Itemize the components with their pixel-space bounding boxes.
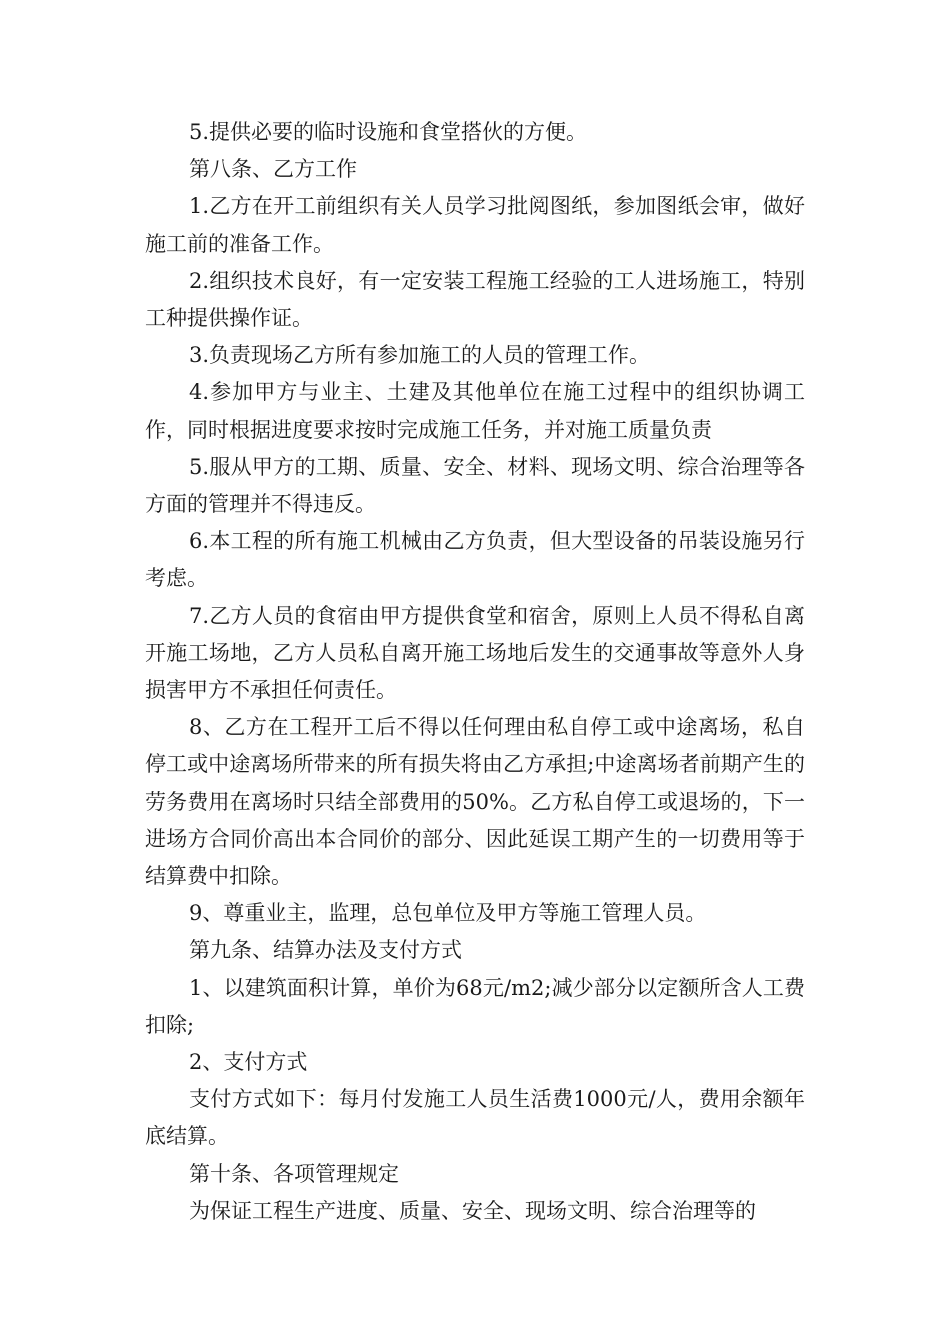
paragraph: 为保证工程生产进度、质量、安全、现场文明、综合治理等的 (189, 1198, 756, 1223)
paragraph: 7.乙方人员的食宿由甲方提供食堂和宿舍，原则上人员不得私自离开施工场地，乙方人员私自离开施工场地后发生的交通事故等意外人身损害甲方不承担任何责任。 (145, 603, 805, 703)
paragraph: 5.服从甲方的工期、质量、安全、材料、现场文明、综合治理等各方面的管理并不得违反。 (145, 454, 805, 517)
paragraph: 5.提供必要的临时设施和食堂搭伙的方便。 (189, 120, 588, 144)
section-heading: 第八条、乙方工作 (189, 157, 357, 182)
paragraph: 6.本工程的所有施工机械由乙方负责，但大型设备的吊装设施另行考虑。 (145, 529, 805, 591)
section-heading: 第十条、各项管理规定 (189, 1161, 399, 1186)
paragraph: 4.参加甲方与业主、土建及其他单位在施工过程中的组织协调工作，同时根据进度要求按时完成施工任务，并对施工质量负责 (145, 380, 805, 442)
paragraph: 1.乙方在开工前组织有关人员学习批阅图纸，参加图纸会审，做好施工前的准备工作。 (145, 194, 805, 256)
paragraph: 9、尊重业主，监理，总包单位及甲方等施工管理人员。 (189, 901, 707, 926)
paragraph: 1、以建筑面积计算，单价为68元/m2;减少部分以定额所含人工费扣除; (145, 975, 805, 1037)
paragraph: 3.负责现场乙方所有参加施工的人员的管理工作。 (189, 343, 651, 368)
paragraph: 2.组织技术良好，有一定安装工程施工经验的工人进场施工，特别工种提供操作证。 (145, 268, 805, 331)
paragraph: 8、乙方在工程开工后不得以任何理由私自停工或中途离场，私自停工或中途离场所带来的所有损失将由乙方承担;中途离场者前期产生的劳务费用在离场时只结全部费用的50%。乙方私自停工或退场的，下一进场方合同价高出本合同价的部分、因此延误工期产生的一切费用等于结算费中扣除。 (145, 715, 805, 889)
paragraph: 2、支付方式 (189, 1050, 308, 1075)
paragraph: 支付方式如下：每月付发施工人员生活费1000元/人，费用余额年底结算。 (145, 1087, 805, 1149)
document-body (145, 114, 805, 1230)
section-heading: 第九条、结算办法及支付方式 (189, 938, 462, 963)
